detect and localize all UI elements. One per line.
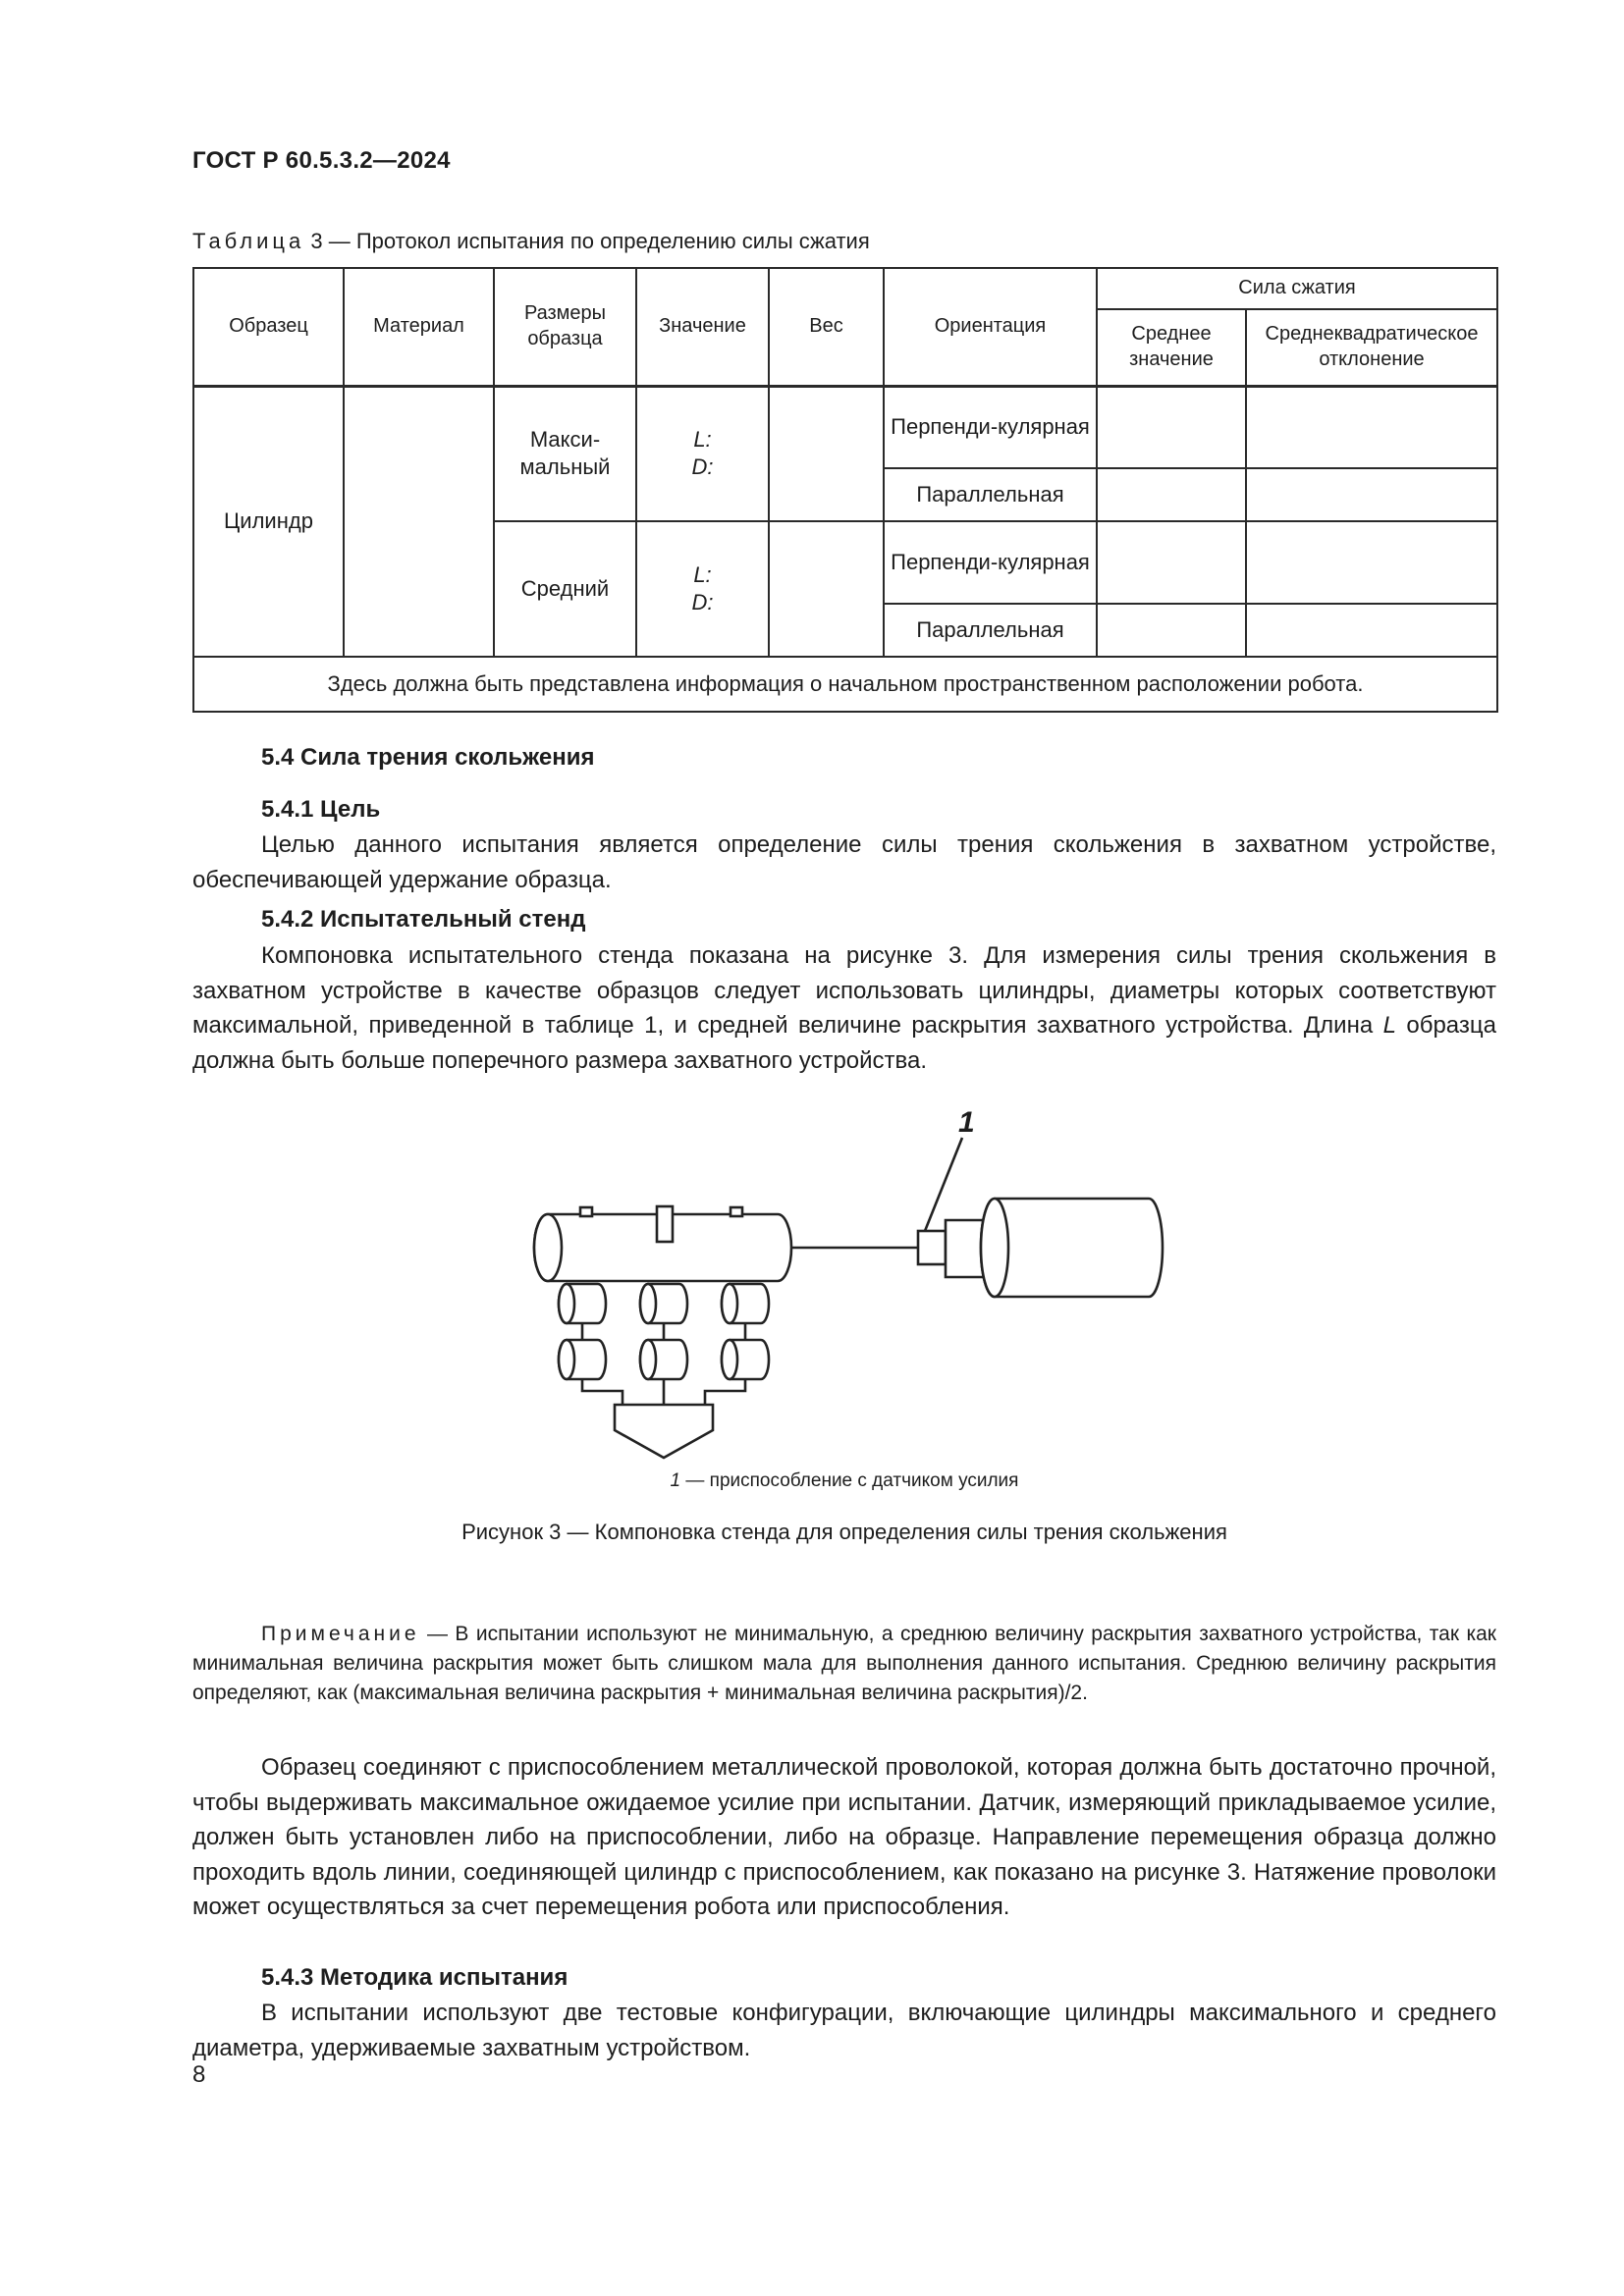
cell-value-max	[636, 386, 769, 521]
wire-paragraph: Образец соединяют с приспособлением металлической проволокой, которая должна быть достаточно прочной, чтобы выдерживать максимальное ожидаемое усилие при испытании. Датчик, измеряющий прикладываемое усилие, должен быть установлен либо на приспособлении, либо на образце. Направление перемещения образца должно проходить вдоль линии, соединяющей цилиндр с приспособлением, как показано на рисунке 3. Натяжение проволоки может осуществляться за счет перемещения робота или приспособления.	[192, 1754, 1496, 1920]
length-symbol: L	[1382, 1012, 1396, 1039]
callout-leader	[925, 1138, 962, 1231]
gripper-tip	[731, 1207, 742, 1216]
section-5-4-3-text	[192, 1996, 1496, 2065]
cell-std	[1246, 521, 1497, 604]
goal-paragraph: Целью данного испытания является определение силы трения скольжения в захватном устройстве, обеспечивающей удержание образца.	[192, 831, 1496, 893]
sample-cylinder-end	[534, 1214, 562, 1281]
header-mean: Среднее значение	[1097, 309, 1246, 386]
section-5-4-1-title: 5.4.1 Цель	[261, 796, 381, 823]
cell-material	[344, 386, 494, 657]
note-block	[192, 1620, 1496, 1708]
cell-std	[1246, 468, 1497, 521]
cell-weight-mid	[769, 521, 884, 657]
cell-mean	[1097, 521, 1246, 604]
cell-orientation-perp: Перпенди-кулярная	[884, 386, 1097, 468]
header-force: Сила сжатия	[1097, 268, 1497, 309]
cell-sample: Цилиндр	[193, 386, 344, 657]
cell-orientation-par: Параллельная	[884, 468, 1097, 521]
section-5-4-3-title: 5.4.3 Методика испытания	[261, 1964, 568, 1991]
stand-paragraph-a: Компоновка испытательного стенда показана на рисунке 3. Для измерения силы трения скольжения в захватном устройстве в качестве образцов следует использовать цилиндры, диаметры которых соответствуют максимальной, приведенной в таблице 1, и средней величине раскрытия захватного устройства. Длина	[192, 942, 1496, 1039]
method-paragraph: В испытании используют две тестовые конфигурации, включающие цилиндры максимального и среднего диаметра, удерживаемые захватным устройством.	[192, 2000, 1496, 2061]
legend-number: 1	[670, 1470, 681, 1491]
table-footer-note: Здесь должна быть представлена информация о начальном пространственном расположении робота.	[193, 657, 1497, 712]
callout-number: 1	[958, 1106, 975, 1139]
section-5-4-2-title: 5.4.2 Испытательный стенд	[261, 906, 586, 933]
cell-value-mid	[636, 521, 769, 657]
fixture-body-end	[981, 1199, 1008, 1297]
page-number: 8	[192, 2061, 206, 2088]
value-l-label: L:	[693, 561, 712, 587]
test-stand-figure	[520, 1095, 1188, 1468]
table-caption-prefix: Таблица	[192, 229, 305, 253]
cell-mean	[1097, 386, 1246, 468]
section-5-4-title: 5.4 Сила трения скольжения	[261, 744, 595, 771]
protocol-table	[192, 267, 1498, 713]
sensor-adapter	[946, 1220, 984, 1277]
note-label: Примечание	[261, 1623, 420, 1645]
gripper-tip-center	[657, 1206, 673, 1242]
value-d-label: D:	[691, 590, 714, 614]
stand-paragraph-b: образца должна быть больше поперечного размера захватного устройства.	[192, 1012, 1496, 1074]
header-weight: Вес	[769, 268, 884, 386]
wire-paragraph-block	[192, 1750, 1496, 1925]
cell-size-mid: Средний	[494, 521, 636, 657]
value-l-label: L:	[693, 427, 712, 453]
force-sensor	[918, 1231, 946, 1264]
cell-weight-max	[769, 386, 884, 521]
header-value: Значение	[636, 268, 769, 386]
table-row	[193, 386, 1497, 468]
document-header: ГОСТ Р 60.5.3.2—2024	[192, 147, 451, 174]
section-5-4-1-text	[192, 828, 1496, 897]
figure-caption: Рисунок 3 — Компоновка стенда для определения силы трения скольжения	[461, 1520, 1227, 1544]
cell-std	[1246, 604, 1497, 657]
cell-size-max: Макси-мальный	[494, 386, 636, 521]
table-header-row	[193, 268, 1497, 309]
table-caption	[192, 229, 870, 254]
figure-legend	[192, 1470, 1496, 1492]
header-sample: Образец	[193, 268, 344, 386]
note-text: — В испытании используют не минимальную, а среднюю величину раскрытия захватного устройства, так как минимальная величина раскрытия может быть слишком мала для выполнения данного испытания. Среднюю величину раскрытия определяют, как (максимальная величина раскрытия + минимальная величина раскрытия)/2.	[192, 1623, 1496, 1704]
value-d-label: D:	[691, 454, 714, 480]
table-caption-text: 3 — Протокол испытания по определению силы сжатия	[310, 229, 870, 253]
header-orientation: Ориентация	[884, 268, 1097, 386]
gripper-base	[615, 1405, 713, 1458]
gripper-tip	[580, 1207, 592, 1216]
header-material: Материал	[344, 268, 494, 386]
table-footer-row	[193, 657, 1497, 712]
cell-std	[1246, 386, 1497, 468]
cell-orientation-perp: Перпенди-кулярная	[884, 521, 1097, 604]
header-std: Среднеквадратическое отклонение	[1246, 309, 1497, 386]
section-5-4-2-text	[192, 938, 1496, 1078]
header-size: Размеры образца	[494, 268, 636, 386]
legend-text: — приспособление с датчиком усилия	[680, 1470, 1019, 1491]
cell-mean	[1097, 468, 1246, 521]
cell-orientation-par: Параллельная	[884, 604, 1097, 657]
cell-mean	[1097, 604, 1246, 657]
